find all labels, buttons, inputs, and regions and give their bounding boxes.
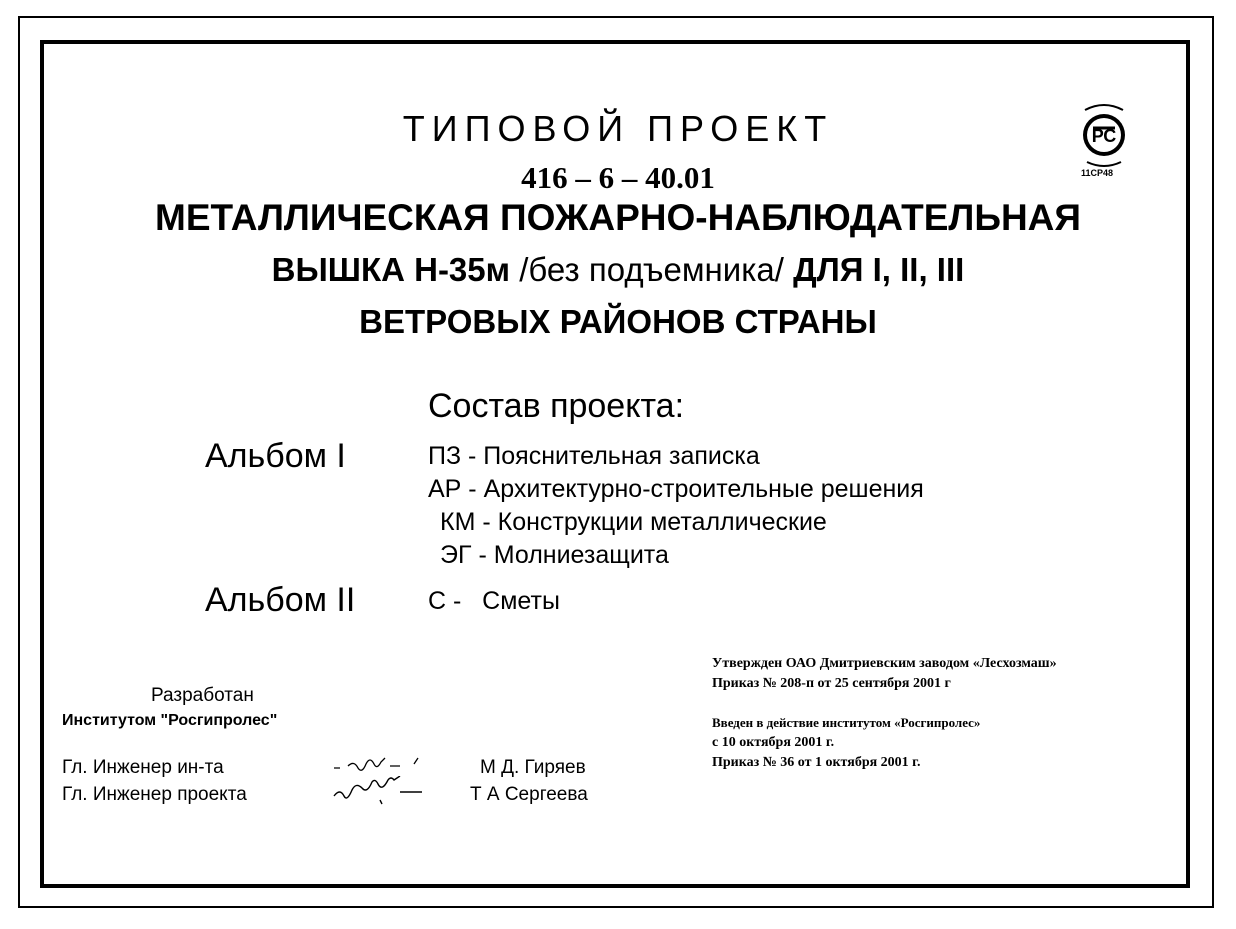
- svg-text:РС: РС: [1091, 126, 1117, 146]
- role-chief-engineer-institute: Гл. Инженер ин-та: [62, 757, 224, 778]
- composition-item: [428, 587, 560, 616]
- project-number: 416 – 6 – 40.01: [521, 160, 715, 195]
- item-code: ПЗ -: [428, 442, 477, 470]
- logo-code: 11CP48: [1081, 168, 1114, 178]
- signature-1: [330, 752, 440, 778]
- item-code: АР -: [428, 475, 477, 503]
- item-code: С -: [428, 587, 462, 615]
- item-text: Молниезащита: [493, 541, 669, 569]
- approval-line-2: Приказ № 208-п от 25 сентября 2001 г: [712, 676, 951, 691]
- composition-item: [428, 442, 760, 471]
- item-text: Конструкции металлические: [497, 508, 827, 536]
- item-code: ЭГ -: [440, 541, 487, 569]
- item-text: Пояснительная записка: [483, 442, 760, 470]
- album-2-label: Альбом II: [205, 581, 356, 619]
- title-line-1: МЕТАЛЛИЧЕСКАЯ ПОЖАРНО-НАБЛЮДАТЕЛЬНАЯ: [155, 197, 1081, 238]
- composition-heading: Состав проекта:: [428, 387, 685, 425]
- signer-name-2: Т А Сергеева: [470, 784, 588, 805]
- title-line-3: ВЕТРОВЫХ РАЙОНОВ СТРАНЫ: [359, 303, 877, 340]
- composition-item: [440, 541, 669, 570]
- item-text: Сметы: [482, 587, 560, 615]
- title-line-2: [0, 251, 1236, 289]
- composition-item: [440, 508, 827, 537]
- role-chief-engineer-project: Гл. Инженер проекта: [62, 784, 247, 805]
- title-line-2-c: ДЛЯ I, II, III: [793, 251, 965, 288]
- developer-organization: Институтом "Росгипролес": [62, 712, 278, 729]
- developed-by-label: Разработан: [151, 685, 254, 706]
- title-line-2-b: /без подъемника/: [510, 251, 794, 288]
- approval-line-3: Введен в действие институтом «Росгипролес»: [712, 715, 981, 730]
- approval-line-1: Утвержден ОАО Дмитриевским заводом «Лесхозмаш»: [712, 656, 1057, 671]
- signature-2: [330, 776, 440, 806]
- signer-name-1: М Д. Гиряев: [480, 757, 586, 778]
- item-code: КМ -: [440, 508, 491, 536]
- album-1-label: Альбом I: [205, 437, 346, 475]
- approval-line-5: Приказ № 36 от 1 октября 2001 г.: [712, 755, 921, 770]
- approval-line-4: с 10 октября 2001 г.: [712, 735, 835, 750]
- item-text: Архитектурно-строительные решения: [483, 475, 924, 503]
- title-line-2-a: ВЫШКА Н-35м: [271, 251, 511, 288]
- document-type: ТИПОВОЙ ПРОЕКТ: [402, 108, 834, 149]
- rst-certification-seal-icon: [1079, 90, 1129, 180]
- composition-item: [428, 475, 924, 504]
